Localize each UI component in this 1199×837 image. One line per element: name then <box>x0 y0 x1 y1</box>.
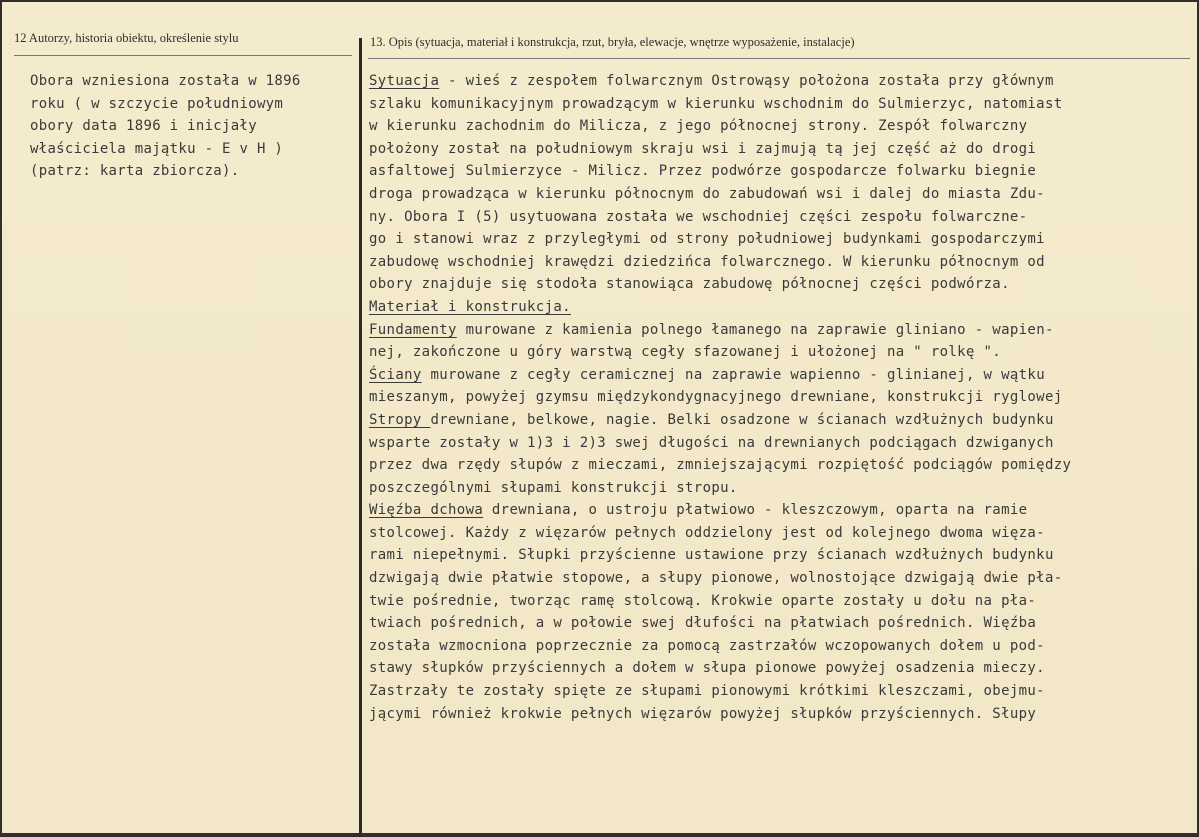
line-text: w kierunku zachodnim do Milicza, z jego północnej strony. Zespół folwarczny <box>369 118 1028 135</box>
section-12-header: 12 Autorzy, historia obiektu, określenie stylu <box>14 31 239 45</box>
line-text: drewniana, o ustroju płatwiowo - kleszczowym, oparta na ramie <box>483 502 1028 519</box>
description-line <box>369 612 1177 635</box>
line-text: ny. Obora I (5) usytuowana została we wschodniej części zespołu folwarczne- <box>369 208 1028 225</box>
history-line: właściciela majątku - E v H ) <box>30 140 284 157</box>
line-text: mieszanym, powyżej gzymsu międzykondygnacyjnego drewniane, konstrukcji ryglowej <box>369 389 1063 406</box>
description-line <box>369 93 1177 116</box>
description-line <box>369 273 1177 296</box>
section-heading: Ściany <box>369 366 422 383</box>
description-line <box>369 590 1177 613</box>
description-line <box>369 251 1177 274</box>
description-line <box>369 657 1177 680</box>
section-12-rule <box>14 55 352 56</box>
history-line: obory data 1896 i inicjały <box>30 118 257 134</box>
description-line <box>369 228 1177 251</box>
section-heading: Sytuacja <box>369 73 440 89</box>
line-text: - wieś z zespołem folwarcznym Ostrowąsy położona została przy głównym <box>439 73 1054 89</box>
line-text: drewniane, belkowe, nagie. Belki osadzone w ścianach wzdłużnych budynku <box>430 411 1054 428</box>
line-text: asfaltowej Sulmierzyce - Milicz. Przez podwórze gospodarcze folwarku biegnie <box>369 163 1037 180</box>
line-text: twie pośrednie, tworząc ramę stolcową. Krokwie oparte zostały u dołu na pła- <box>369 592 1037 609</box>
description-line <box>369 635 1177 658</box>
description-line <box>369 477 1177 500</box>
sheet-edge-left <box>0 0 2 837</box>
section-13-header: 13. Opis (sytuacja, materiał i konstrukcja, rzut, bryła, elewacje, wnętrze wyposażenie, instalacje) <box>370 35 855 49</box>
description-line <box>369 138 1177 161</box>
line-text: go i stanowi wraz z przyległymi od strony południowej budynkami gospodarczymi <box>369 231 1045 248</box>
description-line <box>369 409 1177 432</box>
history-line: (patrz: karta zbiorcza). <box>30 163 240 179</box>
description-line <box>369 522 1177 545</box>
line-text: poszczególnymi słupami konstrukcji stropu. <box>369 479 738 496</box>
description-line <box>369 115 1177 138</box>
line-text: wsparte zostały w 1)3 i 2)3 swej długości na drewnianych podciągach dzwiganych <box>369 434 1054 451</box>
line-text: stolcowej. Każdy z więzarów pełnych oddzielony jest od kolejnego dwoma więza- <box>369 524 1045 541</box>
description-line <box>369 703 1177 726</box>
description-line <box>369 454 1177 477</box>
sheet-edge-bottom <box>0 833 1199 837</box>
description-line <box>369 183 1177 206</box>
line-text: twiach pośrednich, a w połowie swej dłufości na płatwiach pośrednich. Więźba <box>369 615 1037 632</box>
line-text: dzwigają dwie płatwie stopowe, a słupy pionowe, wolnostojące dzwigają dwie pła- <box>369 570 1063 587</box>
description-line <box>369 70 1177 93</box>
history-line: Obora wzniesiona została w 1896 <box>30 73 301 89</box>
column-divider <box>359 38 362 837</box>
line-text: jącymi również krokwie pełnych więzarów powyżej słupków przyściennych. Słupy <box>369 705 1037 722</box>
line-text: nej, zakończone u góry warstwą cegły sfazowanej i ułożonej na " rolkę ". <box>369 344 1002 361</box>
line-text: przez dwa rzędy słupów z mieczami, zmniejszającymi rozpiętość podciągów pomiędzy <box>369 457 1072 474</box>
description-line <box>369 296 1177 319</box>
line-text: Zastrzały te zostały spięte ze słupami pionowymi krótkimi kleszczami, obejmu- <box>369 683 1045 700</box>
description-line <box>369 319 1177 342</box>
line-text: zabudowę wschodniej krawędzi dziedzińca folwarcznego. W kierunku północnym od <box>369 253 1045 270</box>
description-text <box>369 70 1177 725</box>
sheet-edge-top <box>0 0 1199 2</box>
line-text: droga prowadząca w kierunku północnym do zabudowań wsi i dalej do miasta Zdu- <box>369 185 1045 202</box>
description-line <box>369 432 1177 455</box>
description-line <box>369 544 1177 567</box>
line-text: szlaku komunikacyjnym prowadzącym w kierunku wschodnim do Sulmierzyc, natomiast <box>369 95 1063 112</box>
description-line <box>369 499 1177 522</box>
line-text: murowane z kamienia polnego łamanego na zaprawie gliniano - wapien- <box>456 321 1054 338</box>
line-text: została wzmocniona poprzecznie za pomocą zastrzałów wczopowanych dołem u pod- <box>369 637 1045 654</box>
description-line <box>369 341 1177 364</box>
line-text: rami niepełnymi. Słupki przyścienne ustawione przy ścianach wzdłużnych budynku <box>369 547 1054 564</box>
line-text: obory znajduje się stodoła stanowiąca zabudowę północnej części podwórza. <box>369 276 1010 293</box>
history-line: roku ( w szczycie południowym <box>30 95 284 112</box>
description-line <box>369 160 1177 183</box>
line-text: murowane z cegły ceramicznej na zaprawie wapienno - glinianej, w wątku <box>421 366 1045 383</box>
section-13-rule <box>368 58 1190 59</box>
description-line <box>369 206 1177 229</box>
description-line <box>369 567 1177 590</box>
line-text: stawy słupków przyściennych a dołem w słupa pionowe powyżej osadzenia mieczy. <box>369 660 1045 677</box>
description-line <box>369 680 1177 703</box>
description-line <box>369 364 1177 387</box>
description-line <box>369 386 1177 409</box>
section-heading: Fundamenty <box>369 321 457 338</box>
section-heading: Stropy <box>369 411 431 428</box>
section-heading: Materiał i konstrukcja. <box>369 298 571 315</box>
line-text: położony został na południowym skraju wsi i zajmują tą jej część aż do drogi <box>369 140 1037 157</box>
section-heading: Więźba dchowa <box>369 502 484 519</box>
history-text <box>30 70 350 183</box>
